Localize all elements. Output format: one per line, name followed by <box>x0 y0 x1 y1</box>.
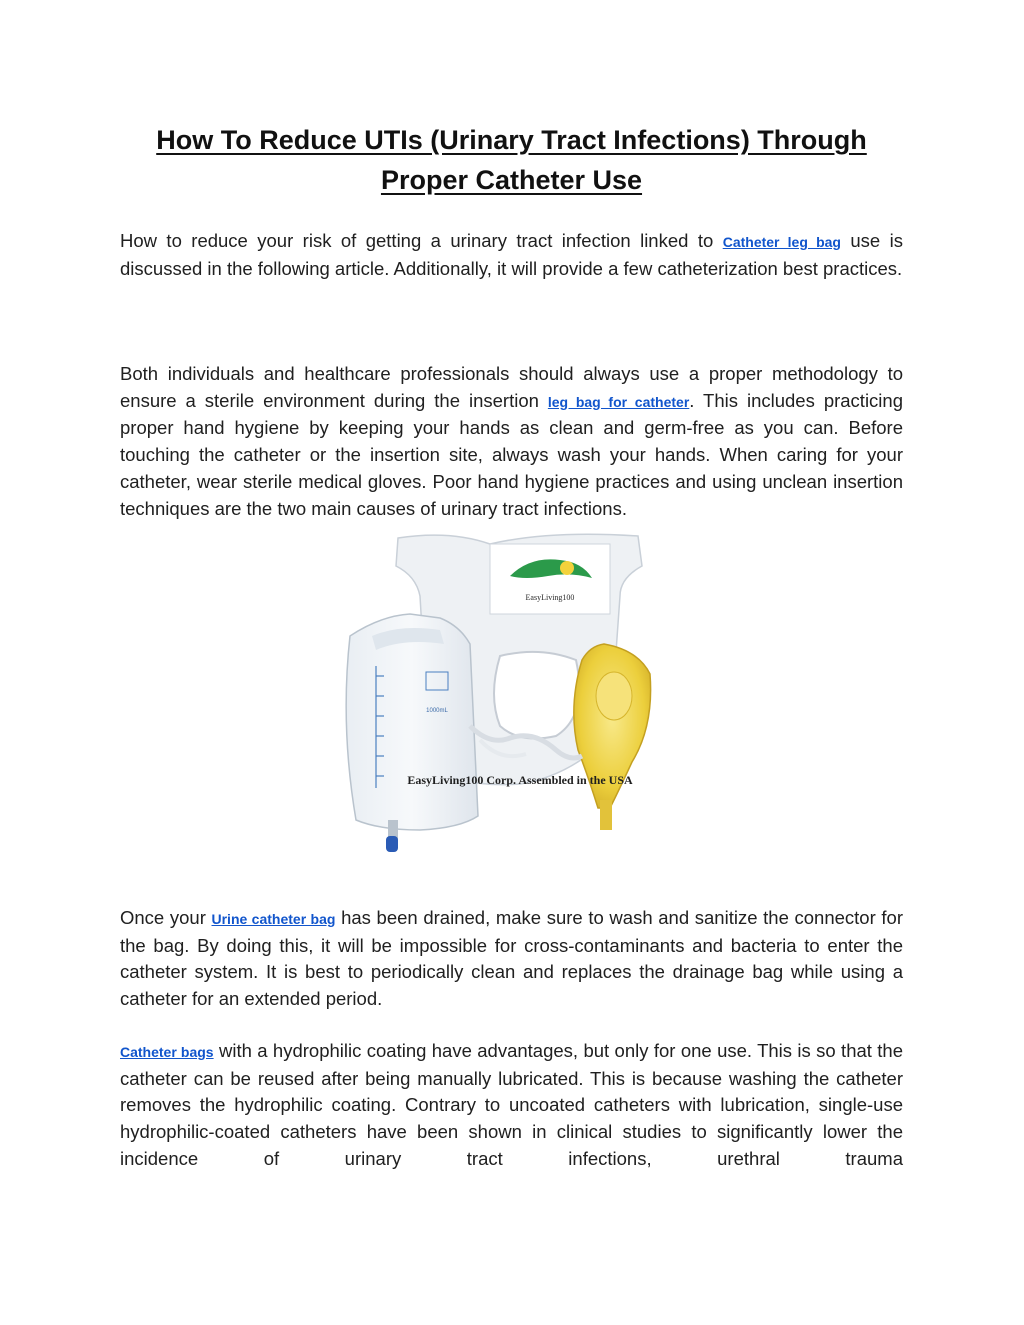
link-catheter-leg-bag[interactable]: Catheter leg bag <box>722 234 841 250</box>
paragraph-hydrophilic <box>120 1038 903 1173</box>
paragraph-hygiene <box>120 361 903 522</box>
paragraph-text: use is discussed in the following article. Additionally, it will provide a few catheterization best practices. <box>120 230 903 279</box>
image-caption: EasyLiving100 Corp. Assembled in the USA <box>407 773 633 787</box>
paragraph-text: How to reduce your risk of getting a urinary tract infection linked to <box>120 230 723 251</box>
paragraph-text: . This includes practicing proper hand hygiene by keeping your hands as clean and germ-free as you can. Before touching the catheter or the insertion site, always wash your hands. When caring for your catheter, wear sterile medical gloves. Poor hand hygiene practices and using unclean insertion techniques are the two main causes of urinary tract infections. <box>120 389 903 519</box>
link-catheter-bags[interactable]: Catheter bags <box>120 1044 214 1060</box>
paragraph-intro <box>120 228 903 282</box>
link-leg-bag-for-catheter[interactable]: leg bag for catheter <box>547 393 690 410</box>
paragraph-text: has been drained, make sure to wash and sanitize the connector for the bag. By doing this, it will be impossible for cross-contaminants and bacteria to enter the catheter system. It is best to periodically clean and replaces the drainage bag while using a catheter for an extended period. <box>120 907 903 1010</box>
link-urine-catheter-bag[interactable]: Urine catheter bag <box>211 911 336 927</box>
brand-text: EasyLiving100 <box>525 593 575 602</box>
catheter-kit-illustration <box>320 526 660 898</box>
paragraph-text: Both individuals and healthcare professionals should always use a proper methodology to ensure a sterile environment during the insertion <box>120 363 903 411</box>
paragraph-text: Once your <box>120 907 212 928</box>
product-image <box>320 526 660 898</box>
paragraph-drainage <box>120 905 903 1013</box>
page-title: How To Reduce UTIs (Urinary Tract Infections) Through Proper Catheter Use <box>156 125 867 195</box>
bag-volume-label: 1000mL <box>426 708 448 714</box>
paragraph-text: with a hydrophilic coating have advantages, but only for one use. This is so that the catheter can be reused after being manually lubricated. This is because washing the catheter removes the hydrophilic coating. Contrary to uncoated catheters with lubrication, single-use hydrophilic-coated catheters have been shown in clinical studies to significantly lower the incidence of urinary tract infections, urethral trauma <box>120 1040 904 1169</box>
